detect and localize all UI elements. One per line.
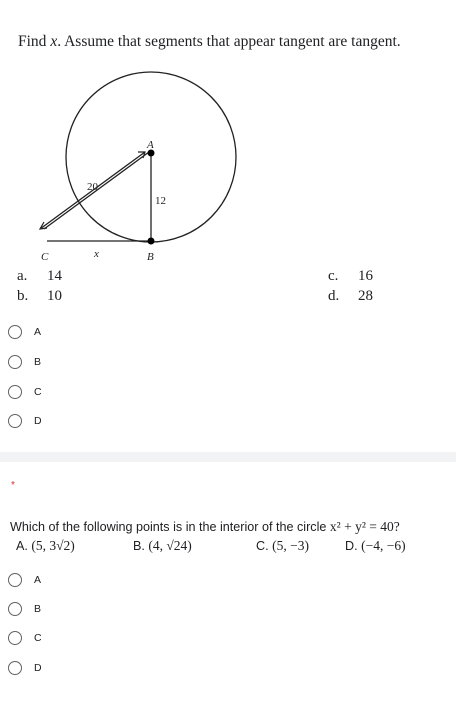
q2-choice-b: B. (4, √24) [133,538,192,553]
label-20: 20 [87,181,98,193]
radio-button[interactable] [8,573,22,587]
label-a: A [147,139,154,151]
question-card-2 [0,462,456,702]
q2-choice-a: A. (5, 3√2) [16,538,75,553]
q1-option-a[interactable]: A [8,325,41,339]
q1-option-c[interactable]: C [8,385,42,399]
radio-button[interactable] [8,414,22,428]
label-c: C [41,251,49,263]
q1-option-b[interactable]: B [8,355,41,369]
radio-button[interactable] [8,325,22,339]
label-x: x [94,248,99,260]
radio-button[interactable] [8,631,22,645]
choice-c: c. 16 [328,268,373,284]
choice-b: b. 10 [17,288,62,304]
radio-button[interactable] [8,661,22,675]
choice-d: d. 28 [328,288,373,304]
label-b: B [147,251,154,263]
geometry-figure [0,60,456,265]
question-2-prompt: Which of the following points is in the interior of the circle x² + y² = 40? [10,519,400,534]
q2-choice-d: D. (−4, −6) [345,538,406,553]
radio-button[interactable] [8,602,22,616]
label-12: 12 [155,195,166,207]
q2-choice-c: C. (5, −3) [256,538,309,553]
q2-option-b[interactable]: B [8,602,41,616]
q1-option-d[interactable]: D [8,414,42,428]
radio-button[interactable] [8,355,22,369]
required-asterisk: * [11,480,15,491]
choice-a: a. 14 [17,268,62,284]
radio-button[interactable] [8,385,22,399]
q2-option-a[interactable]: A [8,573,41,587]
arrow-head-c [40,222,47,229]
point-b [148,238,155,245]
q2-option-d[interactable]: D [8,661,42,675]
q2-option-c[interactable]: C [8,631,42,645]
question-1-prompt: Find x. Assume that segments that appear tangent are tangent. [18,33,401,50]
